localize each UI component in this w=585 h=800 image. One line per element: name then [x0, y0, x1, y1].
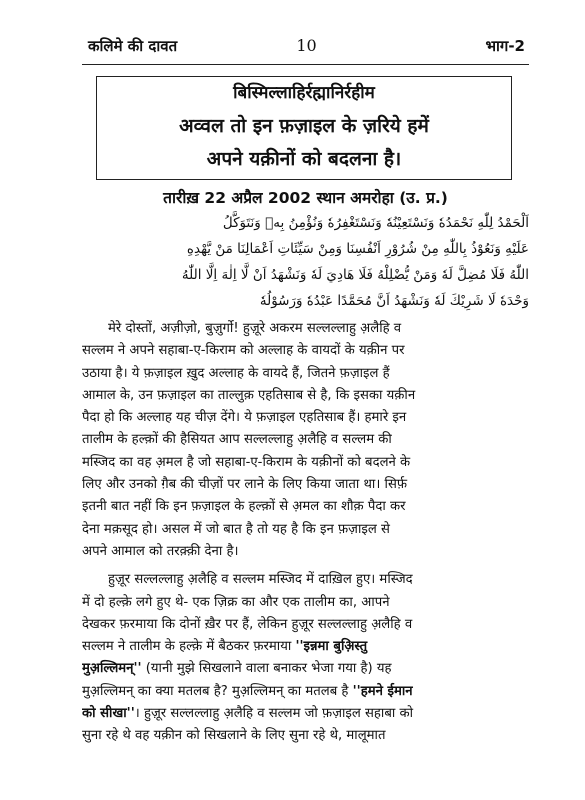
paragraph-line: देना मक़सूद हो। असल में जो बात है तो यह है कि इन फ़ज़ाइल से [82, 521, 390, 537]
running-header [88, 36, 525, 62]
text-run: मुअ़ल्लिमन् का क्या मतलब है? मुअ़ल्लिमन् का मतलब है [82, 683, 353, 699]
hadith-quote: ''इन्नमा बुअ़िस्तु [295, 639, 368, 655]
paragraph-line: तालीम के हल्क़ों की हैसियत आप सल्लल्लाहु अ़लैहि व सल्लम की [82, 432, 392, 448]
paragraph-line [82, 636, 502, 658]
paragraph-line [82, 703, 502, 725]
arabic-line: اللّٰهُ فَلَا مُضِلَّ لَهٗ وَمَنْ يُّضْلِلْهُ فَلَا هَادِيَ لَهٗ وَنَشْهَدُ اَنْ لَّا اِلٰهَ اِلَّا اللّٰهُ [181, 267, 529, 283]
page-number: 10 [296, 36, 317, 55]
arabic-khutba [82, 210, 529, 314]
bismillah-heading: बिस्मिल्लाहिर्रह्मानिर्रहीम [233, 83, 375, 103]
paragraph-line: उठाया है। ये फ़ज़ाइल ख़ुद अल्लाह के वायदे हैं, जितने फ़ज़ाइल हैं [82, 365, 390, 381]
arabic-line: وَحْدَهٗ لَا شَرِيْكَ لَهٗ وَنَشْهَدُ اَنَّ مُحَمَّدًا عَبْدُهٗ وَرَسُوْلُهٗ [259, 293, 529, 309]
paragraph-line: आमाल के, उन फ़ज़ाइल का ताल्लुक़ एहतिसाब से है, कि इसका यक़ीन [82, 387, 416, 403]
text-run: सल्लम ने तालीम के हल्क़े में बैठकर फ़रमाया [82, 639, 296, 655]
text-run: । हुज़ूर सल्लल्लाहु अ़लैहि व सल्लम जो फ़ज़ाइल सहाबा को [134, 706, 414, 722]
paragraph-line: सल्लम ने अपने सहाबा-ए-किराम को अल्लाह के वायदों के यक़ीन पर [82, 343, 405, 359]
chapter-title-line-1: अव्वल तो इन फ़ज़ाइल के ज़रिये हमें [179, 115, 429, 137]
emphasis-quote: ''हमने ईमान [352, 683, 413, 699]
paragraph-line [82, 658, 502, 680]
paragraph-line: पैदा हो कि अल्लाह यह चीज़ देंगे। ये फ़ज़ाइल एहतिसाब हैं। हमारे इन [82, 410, 407, 426]
chapter-title-line-2: अपने यक़ीनों को बदलना है। [206, 148, 402, 170]
body-text [82, 318, 502, 748]
arabic-line: عَلَيْهِ وَنَعُوْذُ بِاللّٰهِ مِنْ شُرُوْرِ اَنْفُسِنَا وَمِنْ سَيِّئَاتِ اَعْمَالِنَا مَنْ يَّهْدِهِ [186, 241, 529, 257]
emphasis-quote: को सीखा'' [82, 706, 135, 722]
paragraph-line: देखकर फ़रमाया कि दोनों ख़ैर पर हैं, लेकिन हुज़ूर सल्लल्लाहु अ़लैहि व [82, 616, 413, 632]
paragraph-line: में दो हल्क़े लगे हुए थे- एक ज़िक्र का और एक तालीम का, आपने [82, 594, 390, 610]
arabic-line: اَلْحَمْدُ لِلّٰهِ نَحْمَدُهٗ وَنَسْتَعِيْنُهٗ وَنَسْتَغْفِرُهٗ وَنُؤْمِنُ بِهٖ وَنَتَوَكَّلُ [222, 215, 529, 231]
paragraph-line: इतनी बात नहीं कि इन फ़ज़ाइल के हल्क़ों से अ़मल का शौक़ पैदा कर [82, 499, 406, 515]
paragraph-line: मेरे दोस्तों, अज़ीज़ो, बुज़ुर्गो! हुज़ूरे अकरम सल्लल्लाहु अ़लैहि व [108, 321, 402, 336]
book-title: कलिमे की दावत [88, 37, 178, 55]
paragraph-line: अपने आमाल को तरक़्क़ी देना है। [82, 543, 239, 559]
date-location-line: तारीख़ 22 अप्रैल 2002 स्थान अमरोहा (उ. प्र.) [163, 189, 448, 207]
paragraph-line: मस्जिद का वह अ़मल है जो सहाबा-ए-किराम के यक़ीनों को बदलने के [82, 454, 411, 470]
hadith-quote: मुअ़ल्लिमन्'' [82, 661, 142, 677]
paragraph-line [82, 681, 502, 703]
part-label: भाग-2 [485, 37, 525, 55]
header-divider [82, 64, 529, 65]
chapter-title-box [96, 76, 512, 180]
paragraph-line: लिए और उनको ग़ैब की चीज़ों पर लाने के लिए किया जाता था। सिर्फ़ [82, 477, 408, 493]
text-run: (यानी मुझे सिखलाने वाला बनाकर भेजा गया है) यह [141, 661, 392, 677]
paragraph-line: सुना रहे थे वह यक़ीन को सिखलाने के लिए सुना रहे थे, मालूमात [82, 728, 386, 744]
paragraph-line: हुज़ूर सल्लल्लाहु अ़लैहि व सल्लम मस्जिद में दाख़िल हुए। मस्जिद [108, 572, 413, 588]
